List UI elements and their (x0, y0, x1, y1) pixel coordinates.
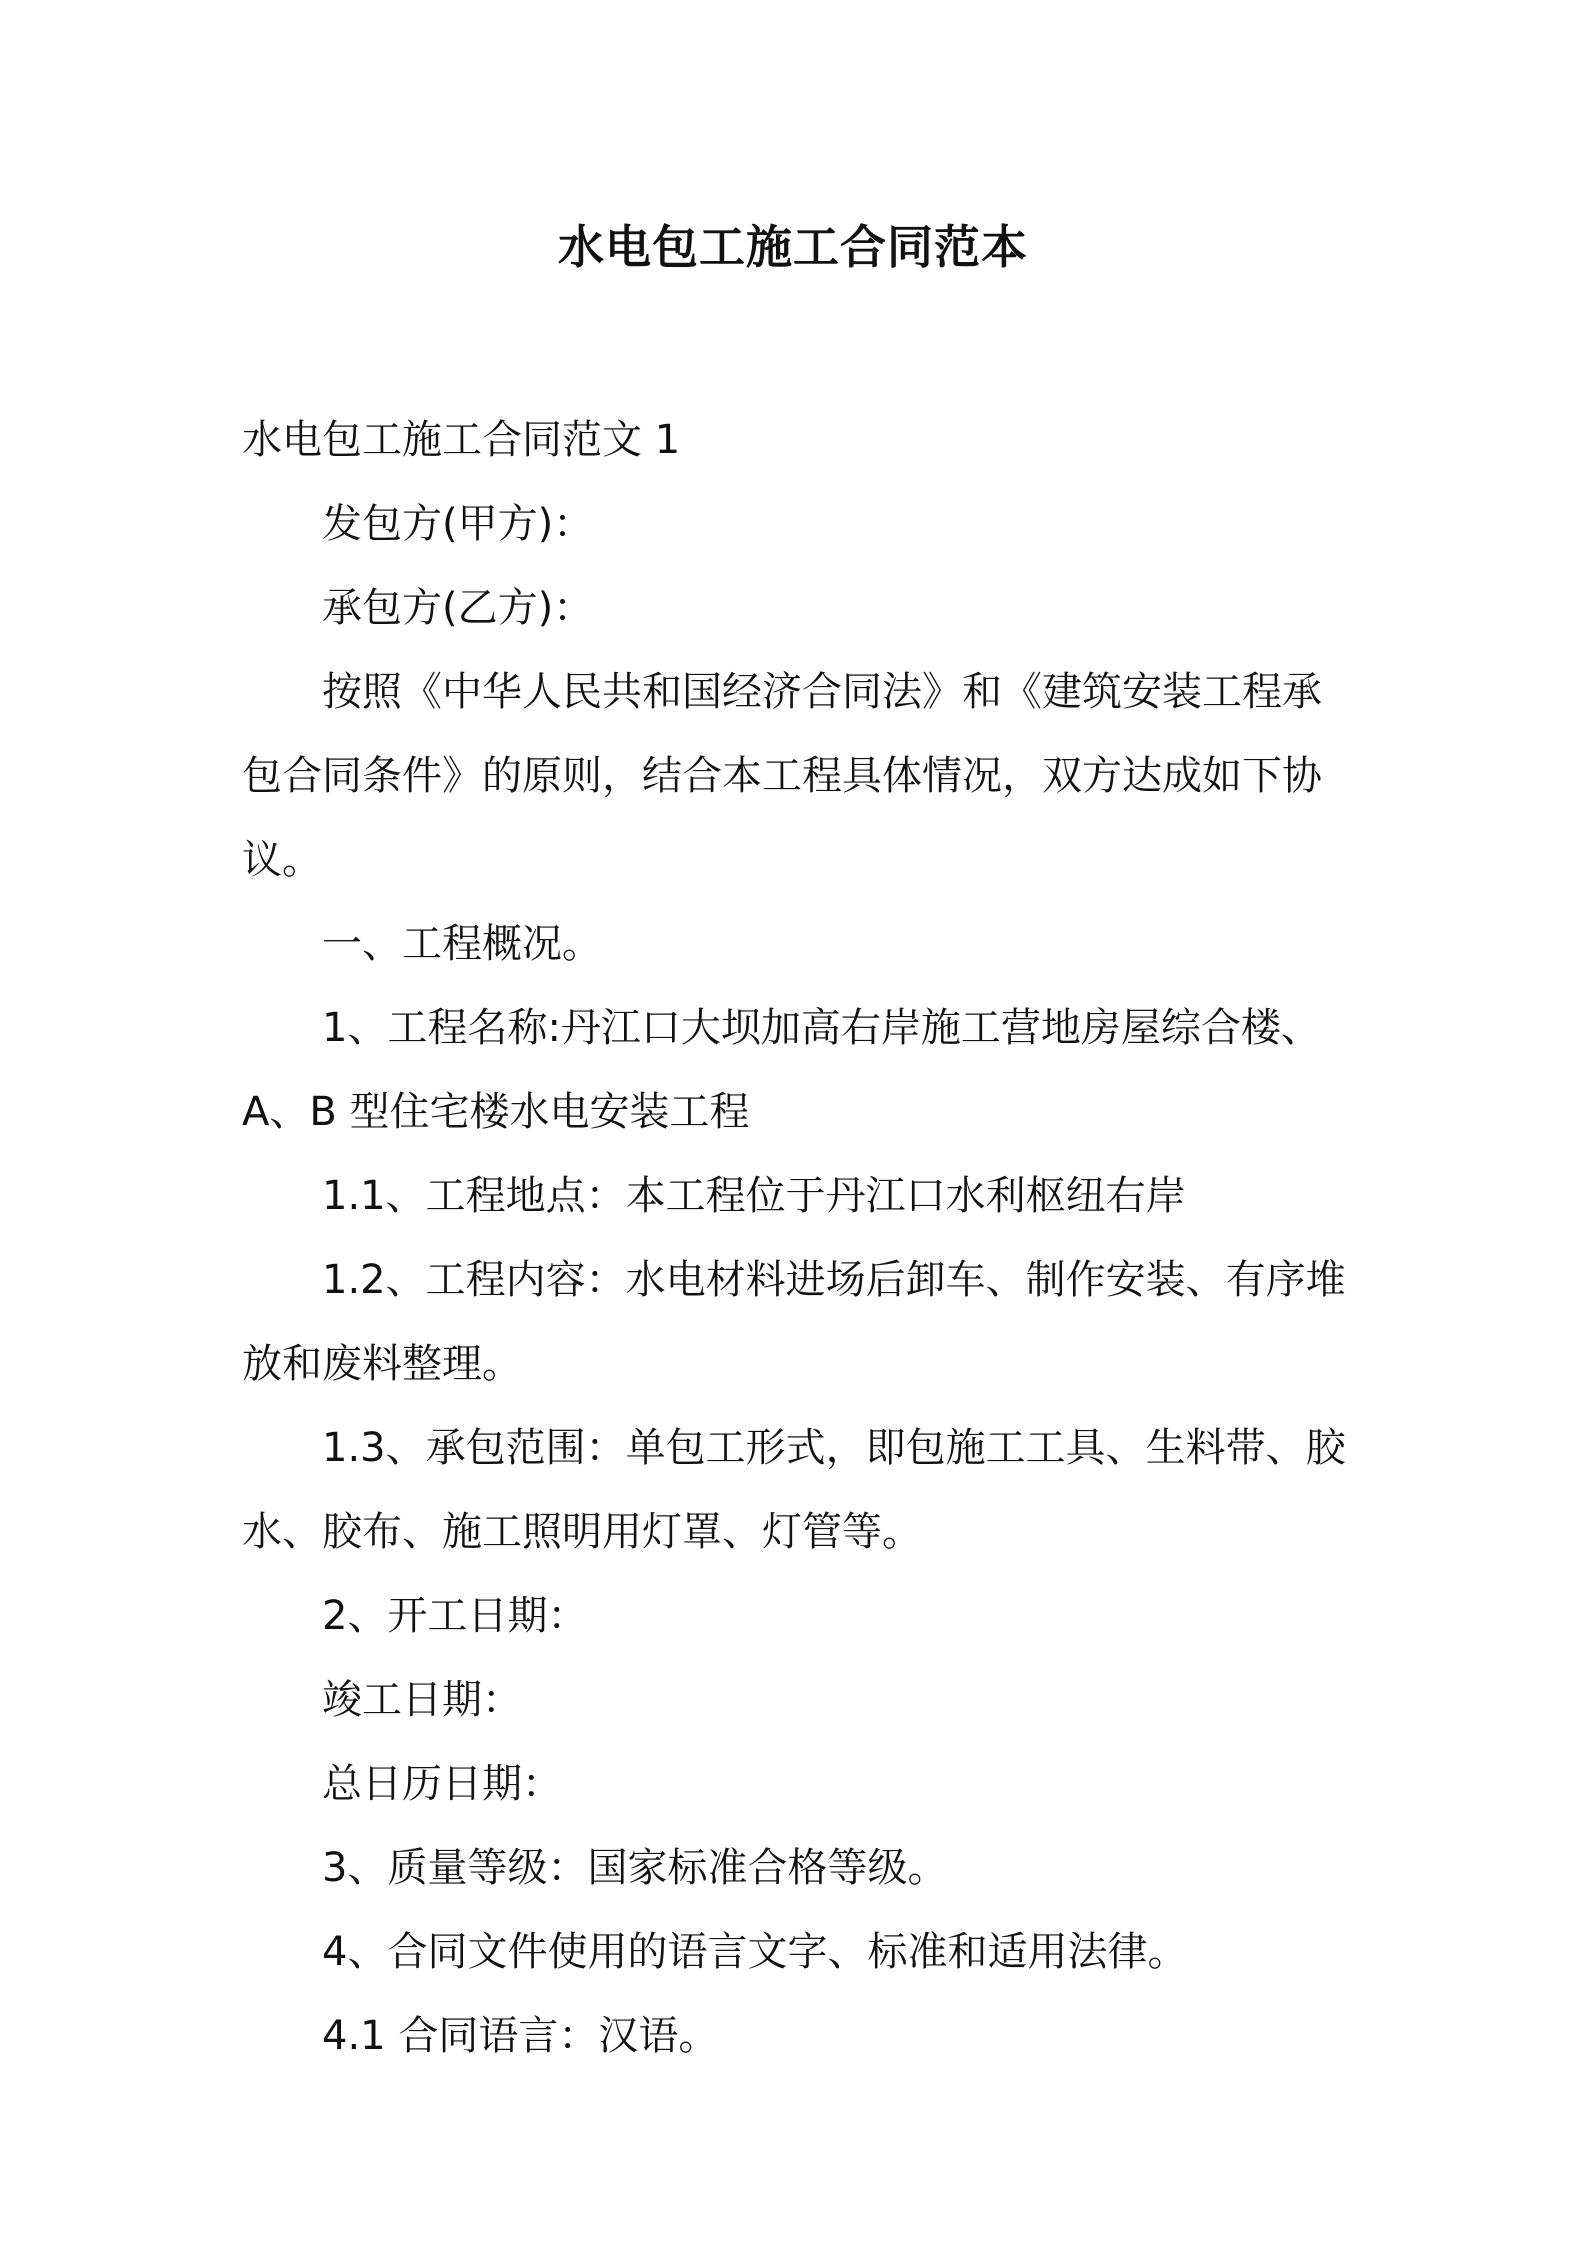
paragraph-language-standards: 4、合同文件使用的语言文字、标准和适用法律。 (322, 1929, 1188, 1975)
paragraph-project-overview: 一、工程概况。 (322, 921, 602, 967)
paragraph-contract-scope: 1.3、承包范围：单包工形式，即包施工工具、生料带、胶水、胶布、施工照明用灯罩、灯管等。 (242, 1425, 1346, 1555)
paragraph-party-b: 承包方(乙方)： (322, 585, 594, 631)
paragraph-total-days: 总日历日期： (322, 1761, 562, 1807)
paragraph-quality-grade: 3、质量等级：国家标准合格等级。 (322, 1845, 948, 1891)
document-title: 水电包工施工合同范本 (558, 220, 1028, 274)
paragraph-project-content: 1.2、工程内容：水电材料进场后卸车、制作安装、有序堆放和废料整理。 (242, 1257, 1346, 1387)
paragraph-project-name: 1、工程名称:丹江口大坝加高右岸施工营地房屋综合楼、A、B 型住宅楼水电安装工程 (242, 1005, 1321, 1135)
paragraph-project-location: 1.1、工程地点：本工程位于丹江口水利枢纽右岸 (322, 1173, 1186, 1219)
document-body (242, 398, 1352, 2078)
paragraph-party-a: 发包方(甲方)： (322, 501, 594, 547)
paragraph-contract-language: 4.1 合同语言：汉语。 (322, 2013, 719, 2059)
paragraph-start-date: 2、开工日期： (322, 1593, 588, 1639)
section-heading: 水电包工施工合同范文 1 (242, 417, 681, 463)
paragraph-completion-date: 竣工日期： (322, 1677, 522, 1723)
paragraph-preamble: 按照《中华人民共和国经济合同法》和《建筑安装工程承包合同条件》的原则，结合本工程具体情况，双方达成如下协议。 (242, 669, 1322, 883)
